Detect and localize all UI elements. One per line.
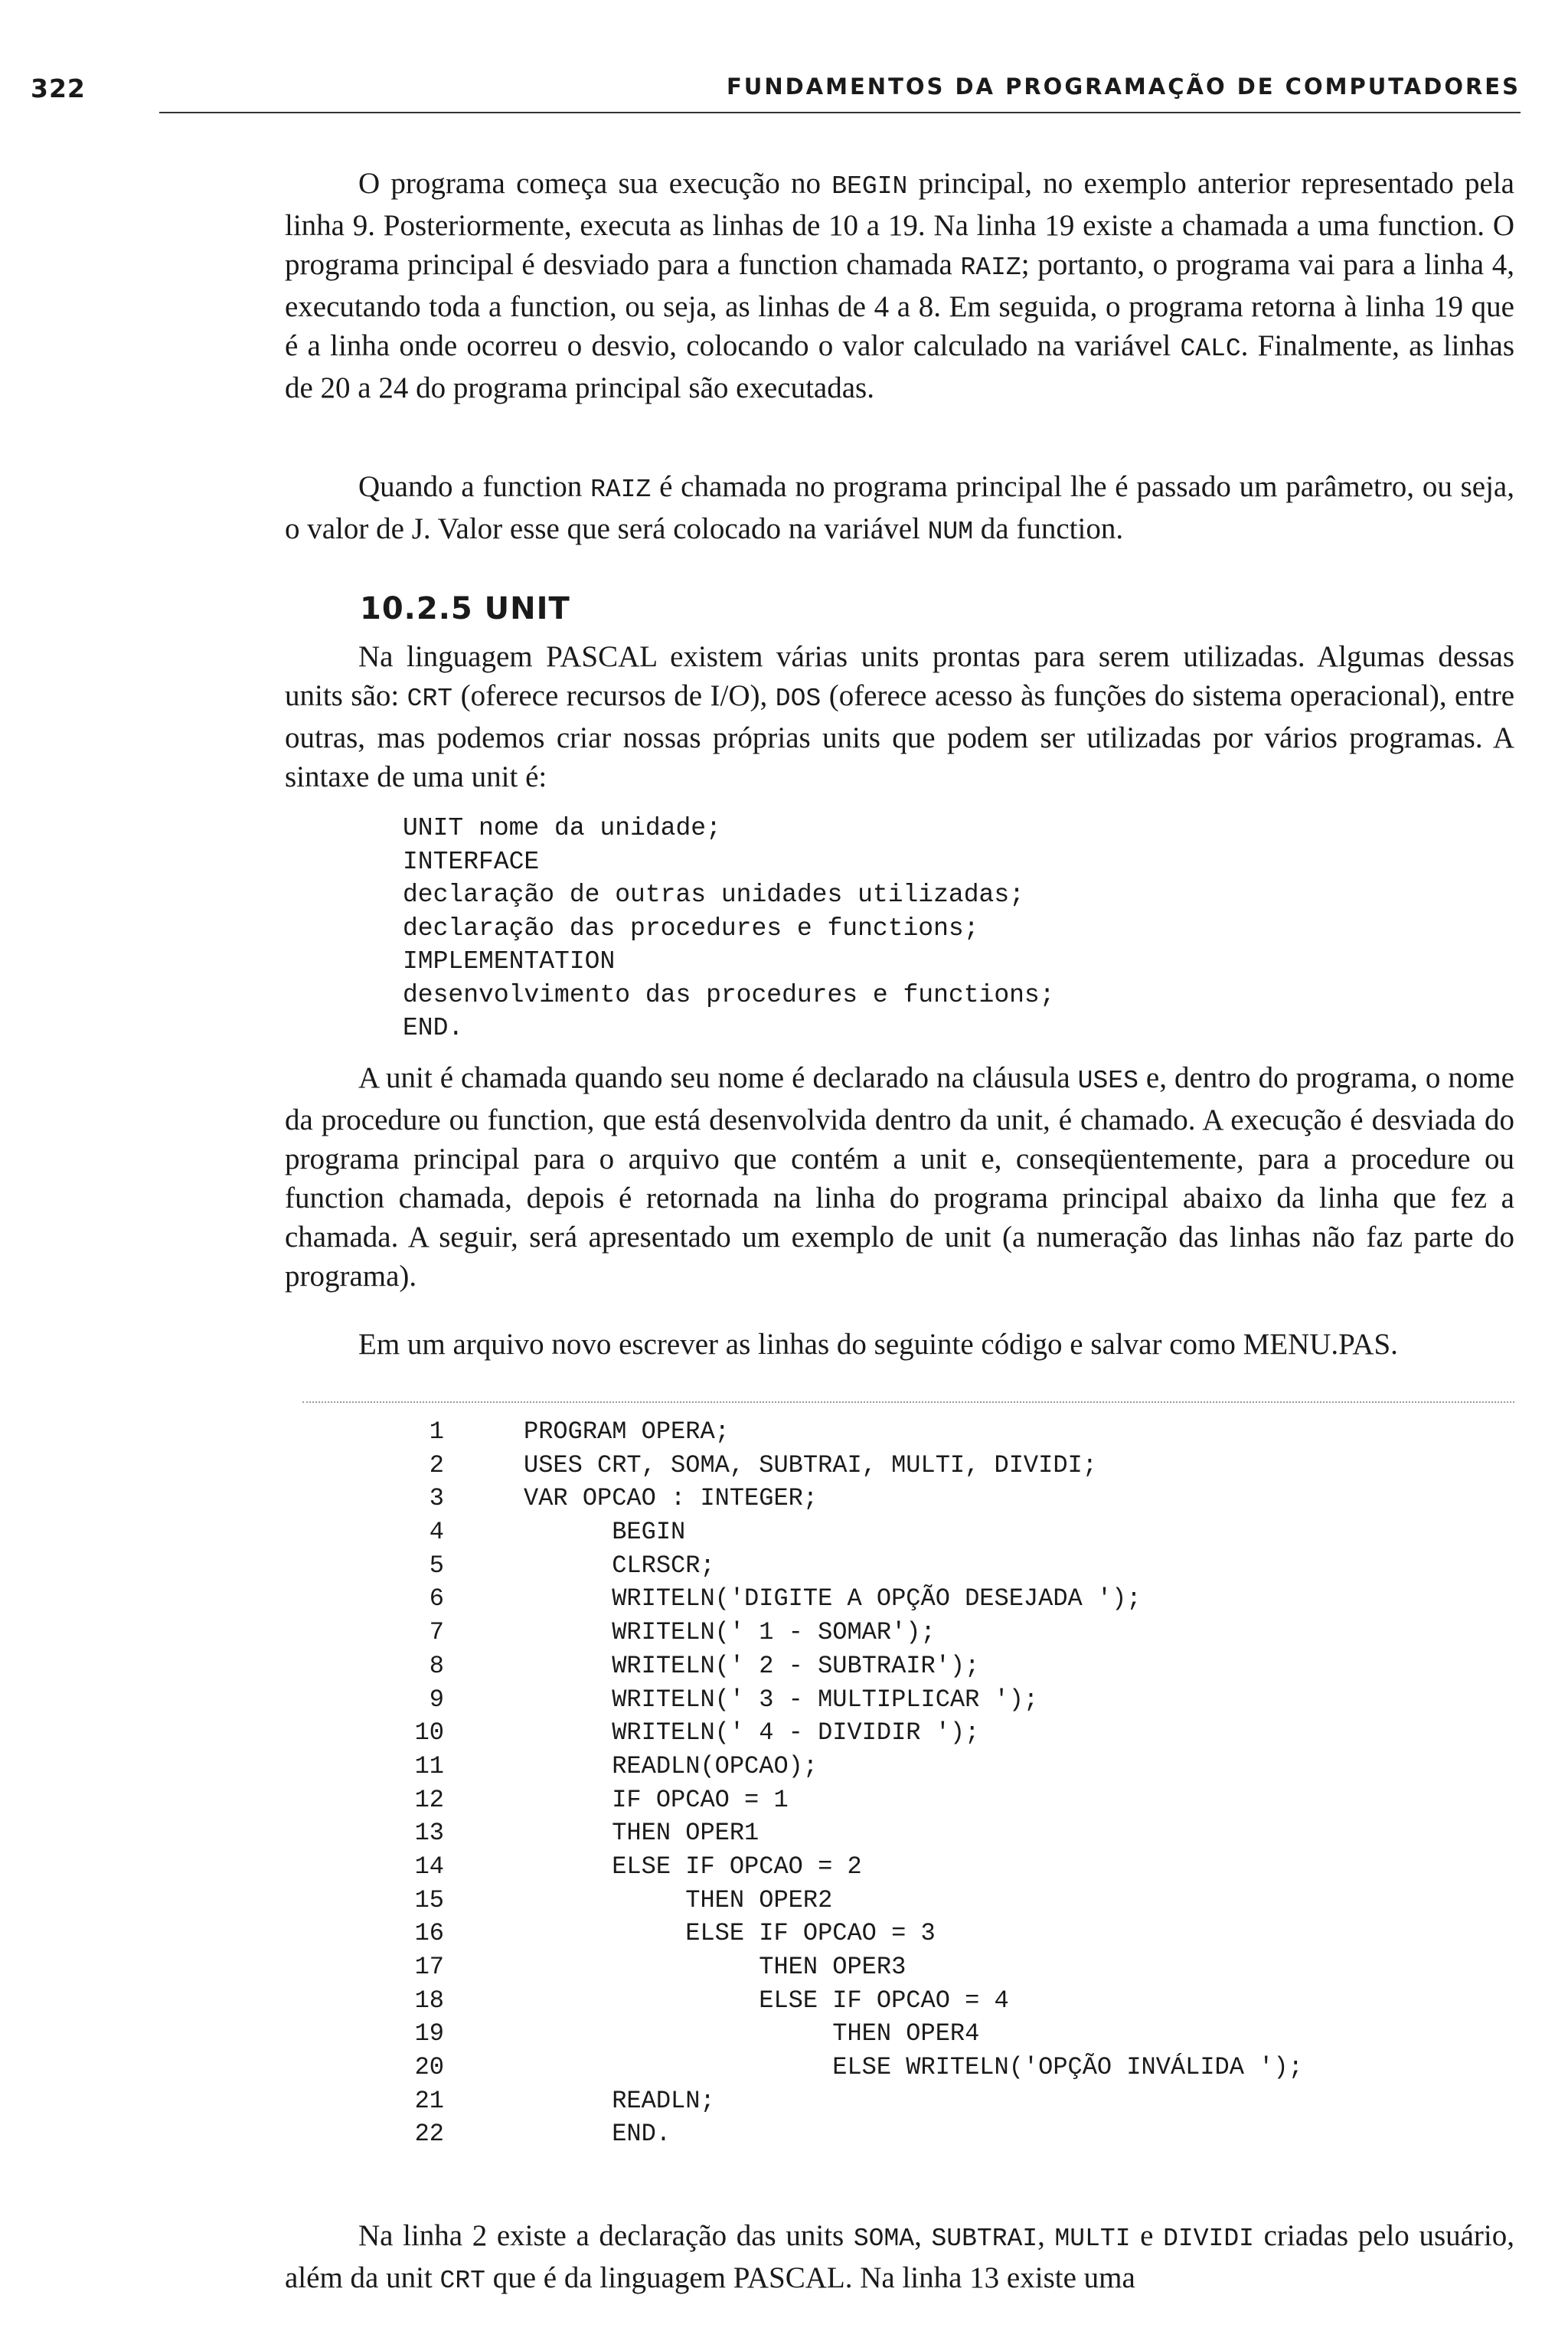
code-term: RAIZ: [960, 253, 1021, 282]
line-code: THEN OPER3: [524, 1953, 906, 1981]
line-number: 7: [429, 1618, 444, 1647]
paragraph-function-call: [285, 467, 1514, 551]
running-title: FUNDAMENTOS DA PROGRAMAÇÃO DE COMPUTADORES: [726, 74, 1521, 100]
line-code: WRITELN('DIGITE A OPÇÃO DESEJADA ');: [524, 1584, 1142, 1613]
text-run: (oferece acesso às funções do sistema operacional), entre outras, mas podemos criar nossas próprias units que podem ser utilizadas por vários programas. A sintaxe de uma unit é:: [285, 679, 1515, 793]
line-number: 6: [429, 1584, 444, 1613]
line-code: USES CRT, SOMA, SUBTRAI, MULTI, DIVIDI;: [524, 1450, 1097, 1479]
text-run: Em um arquivo novo escrever as linhas do seguinte código e salvar como MENU.PAS.: [358, 1328, 1398, 1361]
syntax-line: END.: [403, 1014, 464, 1042]
text-run: (oferece recursos de I/O),: [452, 679, 776, 712]
code-term: NUM: [927, 518, 974, 546]
text-run: da function.: [973, 512, 1124, 545]
syntax-line: declaração de outras unidades utilizadas;: [403, 881, 1024, 909]
text-run: e: [1130, 2219, 1164, 2252]
text-run: Quando a function: [358, 470, 591, 503]
code-term: SUBTRAI: [931, 2225, 1038, 2253]
line-number: 8: [429, 1651, 444, 1680]
line-number: 16: [414, 1919, 444, 1948]
paragraph-units-intro: [285, 637, 1514, 796]
code-term: BEGIN: [831, 172, 908, 201]
header-rule: [159, 112, 1521, 113]
page-header: [31, 74, 1521, 112]
paragraph-save-file: [285, 1325, 1514, 1364]
code-term: SOMA: [853, 2225, 915, 2253]
line-number: 4: [429, 1518, 444, 1547]
paragraph-unit-call: [285, 1058, 1514, 1296]
line-code: READLN(OPCAO);: [524, 1751, 818, 1780]
syntax-line: declaração das procedures e functions;: [403, 914, 979, 943]
line-code: END.: [524, 2120, 671, 2149]
line-number: 11: [414, 1751, 444, 1780]
line-number: 20: [414, 2053, 444, 2082]
code-term: CALC: [1180, 335, 1241, 363]
line-number: 18: [414, 1986, 444, 2015]
code-term: DIVIDI: [1163, 2225, 1254, 2253]
line-code: PROGRAM OPERA;: [524, 1417, 730, 1446]
line-code: IF OPCAO = 1: [524, 1785, 789, 1814]
line-number: 1: [429, 1417, 444, 1446]
unit-syntax-block: [403, 812, 1055, 1045]
line-number: 13: [414, 1819, 444, 1848]
text-run: Na linha 2 existe a declaração das units: [358, 2219, 854, 2252]
line-number: 22: [414, 2120, 444, 2149]
text-run: principal, no exemplo anterior representado pela linha 9. Posteriormente, executa as linhas de 10 a 19. Na linha 19 existe a chamada a uma function. O programa principal é desviado para a function chamada: [285, 167, 1514, 281]
line-code: ELSE WRITELN('OPÇÃO INVÁLIDA ');: [524, 2053, 1303, 2082]
line-code: THEN OPER1: [524, 1819, 760, 1848]
code-term: DOS: [775, 685, 822, 713]
text-run: que é da linguagem PASCAL. Na linha 13 existe uma: [485, 2261, 1135, 2294]
code-term: RAIZ: [590, 476, 652, 504]
line-code: ELSE IF OPCAO = 3: [524, 1919, 936, 1948]
code-separator-rule: [302, 1401, 1514, 1403]
text-run: O programa começa sua execução no: [358, 167, 832, 200]
text-run: é chamada no programa principal lhe é passado um parâmetro, ou seja, o valor de J. Valor esse que será colocado na variável: [285, 470, 1514, 545]
line-code: THEN OPER4: [524, 2019, 980, 2048]
line-number: 3: [429, 1484, 444, 1513]
code-term: CRT: [407, 685, 453, 713]
syntax-line: INTERFACE: [403, 847, 540, 876]
text-run: ,: [1037, 2219, 1055, 2252]
line-code: THEN OPER2: [524, 1885, 833, 1914]
line-number: 10: [414, 1718, 444, 1747]
code-term: MULTI: [1054, 2225, 1131, 2253]
line-code: BEGIN: [524, 1518, 686, 1547]
text-run: A unit é chamada quando seu nome é declarado na cláusula: [358, 1061, 1078, 1094]
line-code: READLN;: [524, 2086, 715, 2115]
page-number: 322: [31, 74, 86, 103]
text-run: e, dentro do programa, o nome da procedure ou function, que está desenvolvida dentro da unit, é chamado. A execução é desviada do programa principal para o arquivo que contém a unit e, conseqüentemente, para a procedure ou function chamada, depois é retornada na linha do programa principal abaixo da linha que fez a chamada. A seguir, será apresentado um exemplo de unit (a numeração das linhas não faz parte do programa).: [285, 1061, 1514, 1293]
line-number: 21: [414, 2086, 444, 2115]
line-number: 5: [429, 1551, 444, 1580]
text-run: criadas pelo usuário, além da unit: [285, 2219, 1515, 2294]
line-number: 19: [414, 2019, 444, 2048]
line-code: CLRSCR;: [524, 1551, 715, 1580]
line-number: 12: [414, 1785, 444, 1814]
line-code: WRITELN(' 4 - DIVIDIR ');: [524, 1718, 980, 1747]
text-run: ; portanto, o programa vai para a linha 4, executando toda a function, ou seja, as linhas de 4 a 8. Em seguida, o programa retorna à linha 19 que é a linha onde ocorreu o desvio, colocando o valor calculado na variável: [285, 248, 1515, 362]
line-number: 9: [429, 1685, 444, 1714]
line-code: ELSE IF OPCAO = 2: [524, 1852, 862, 1881]
section-heading: 10.2.5 UNIT: [360, 591, 570, 626]
text-run: Na linguagem PASCAL existem várias units prontas para serem utilizadas. Algumas dessas units são:: [285, 640, 1514, 712]
line-number: 17: [414, 1953, 444, 1981]
code-term: USES: [1077, 1067, 1138, 1095]
line-code: VAR OPCAO : INTEGER;: [524, 1484, 818, 1513]
line-number: 2: [429, 1450, 444, 1479]
syntax-line: UNIT nome da unidade;: [403, 814, 721, 842]
paragraph-units-declaration: [285, 2216, 1514, 2300]
syntax-line: IMPLEMENTATION: [403, 947, 616, 976]
line-code: WRITELN(' 2 - SUBTRAIR');: [524, 1651, 980, 1680]
paragraph-program-execution: [285, 164, 1514, 407]
text-run: . Finalmente, as linhas de 20 a 24 do programa principal são executadas.: [285, 329, 1514, 404]
syntax-line: desenvolvimento das procedures e functions;: [403, 980, 1055, 1009]
line-number: 15: [414, 1885, 444, 1914]
line-code: WRITELN(' 1 - SOMAR');: [524, 1618, 936, 1647]
line-code: WRITELN(' 3 - MULTIPLICAR ');: [524, 1685, 1039, 1714]
line-code: ELSE IF OPCAO = 4: [524, 1986, 1009, 2015]
line-number: 14: [414, 1852, 444, 1881]
code-term: CRT: [439, 2267, 485, 2295]
text-run: ,: [914, 2219, 932, 2252]
